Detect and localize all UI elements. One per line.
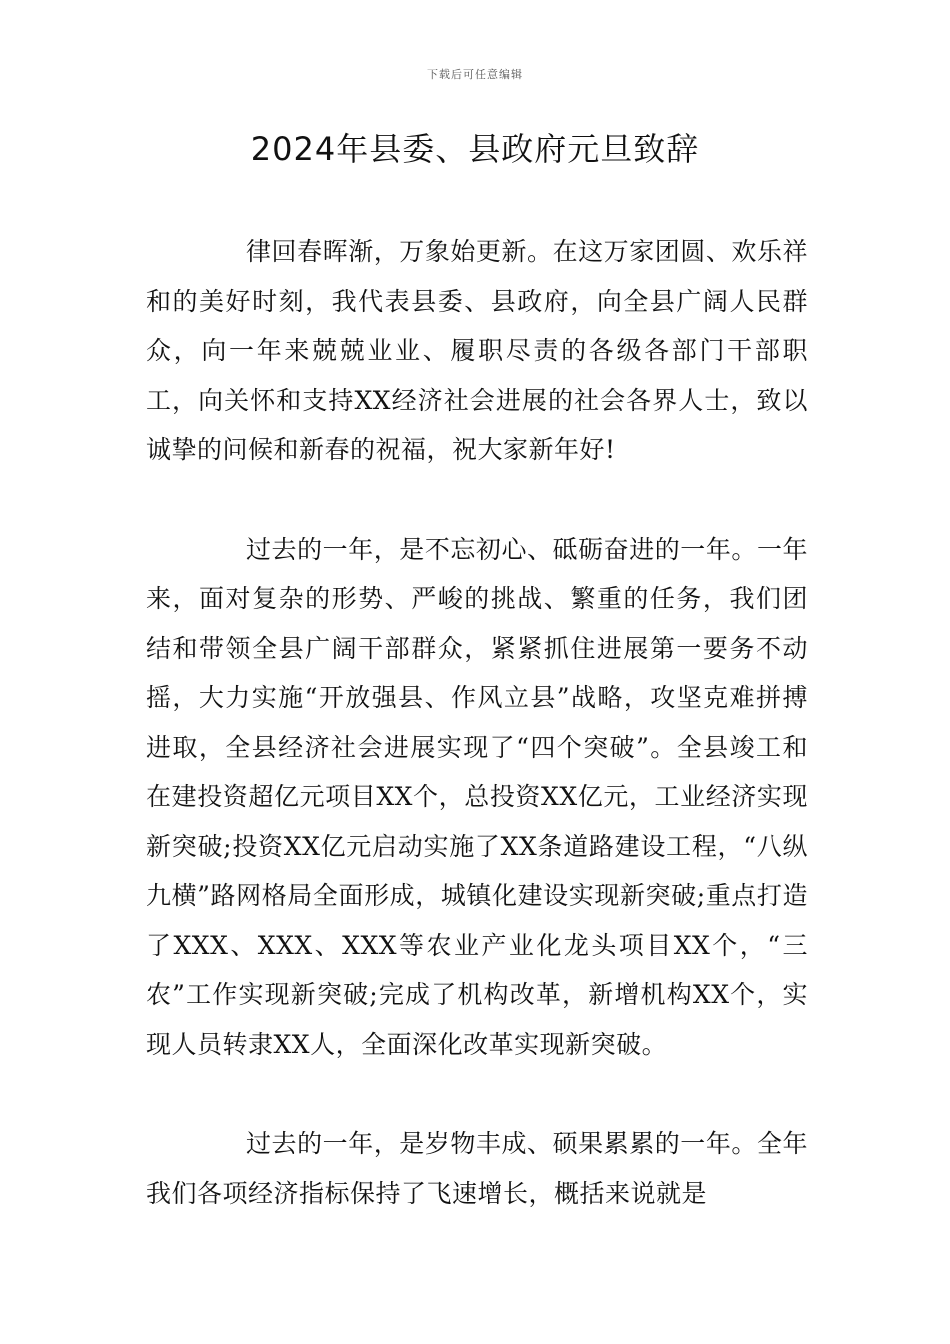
document-body xyxy=(146,227,808,1268)
paragraph-achievements: 过去的一年，是岁物丰成、硕果累累的一年。全年我们各项经济指标保持了飞速增长，概括来说就是 xyxy=(146,1129,808,1208)
header-note: 下载后可任意编辑 xyxy=(427,68,523,81)
paragraph-review: 过去的一年，是不忘初心、砥砺奋进的一年。一年来，面对复杂的形势、严峻的挑战、繁重的任务，我们团结和带领全县广阔干部群众，紧紧抓住进展第一要务不动摇，大力实施“开放强县、作风立县”战略，攻坚克难拼搏进取，全县经济社会进展实现了“四个突破”。全县竣工和在建投资超亿元项目XX个，总投资XX亿元，工业经济实现新突破;投资XX亿元启动实施了XX条道路建设工程，“八纵九横”路网格局全面形成，城镇化建设实现新突破;重点打造了XXX、XXX、XXX等农业产业化龙头项目XX个，“三农”工作实现新突破;完成了机构改革，新增机构XX个，实现人员转隶XX人，全面深化改革实现新突破。 xyxy=(146,534,808,1059)
page-title: 2024年县委、县政府元旦致辞 xyxy=(250,130,700,168)
paragraph-greeting: 律回春晖渐，万象始更新。在这万家团圆、欢乐祥和的美好时刻，我代表县委、县政府，向全县广阔人民群众，向一年来兢兢业业、履职尽责的各级各部门干部职工，向关怀和支持XX经济社会进展的社会各界人士，致以诚挚的问候和新春的祝福，祝大家新年好! xyxy=(146,237,808,464)
